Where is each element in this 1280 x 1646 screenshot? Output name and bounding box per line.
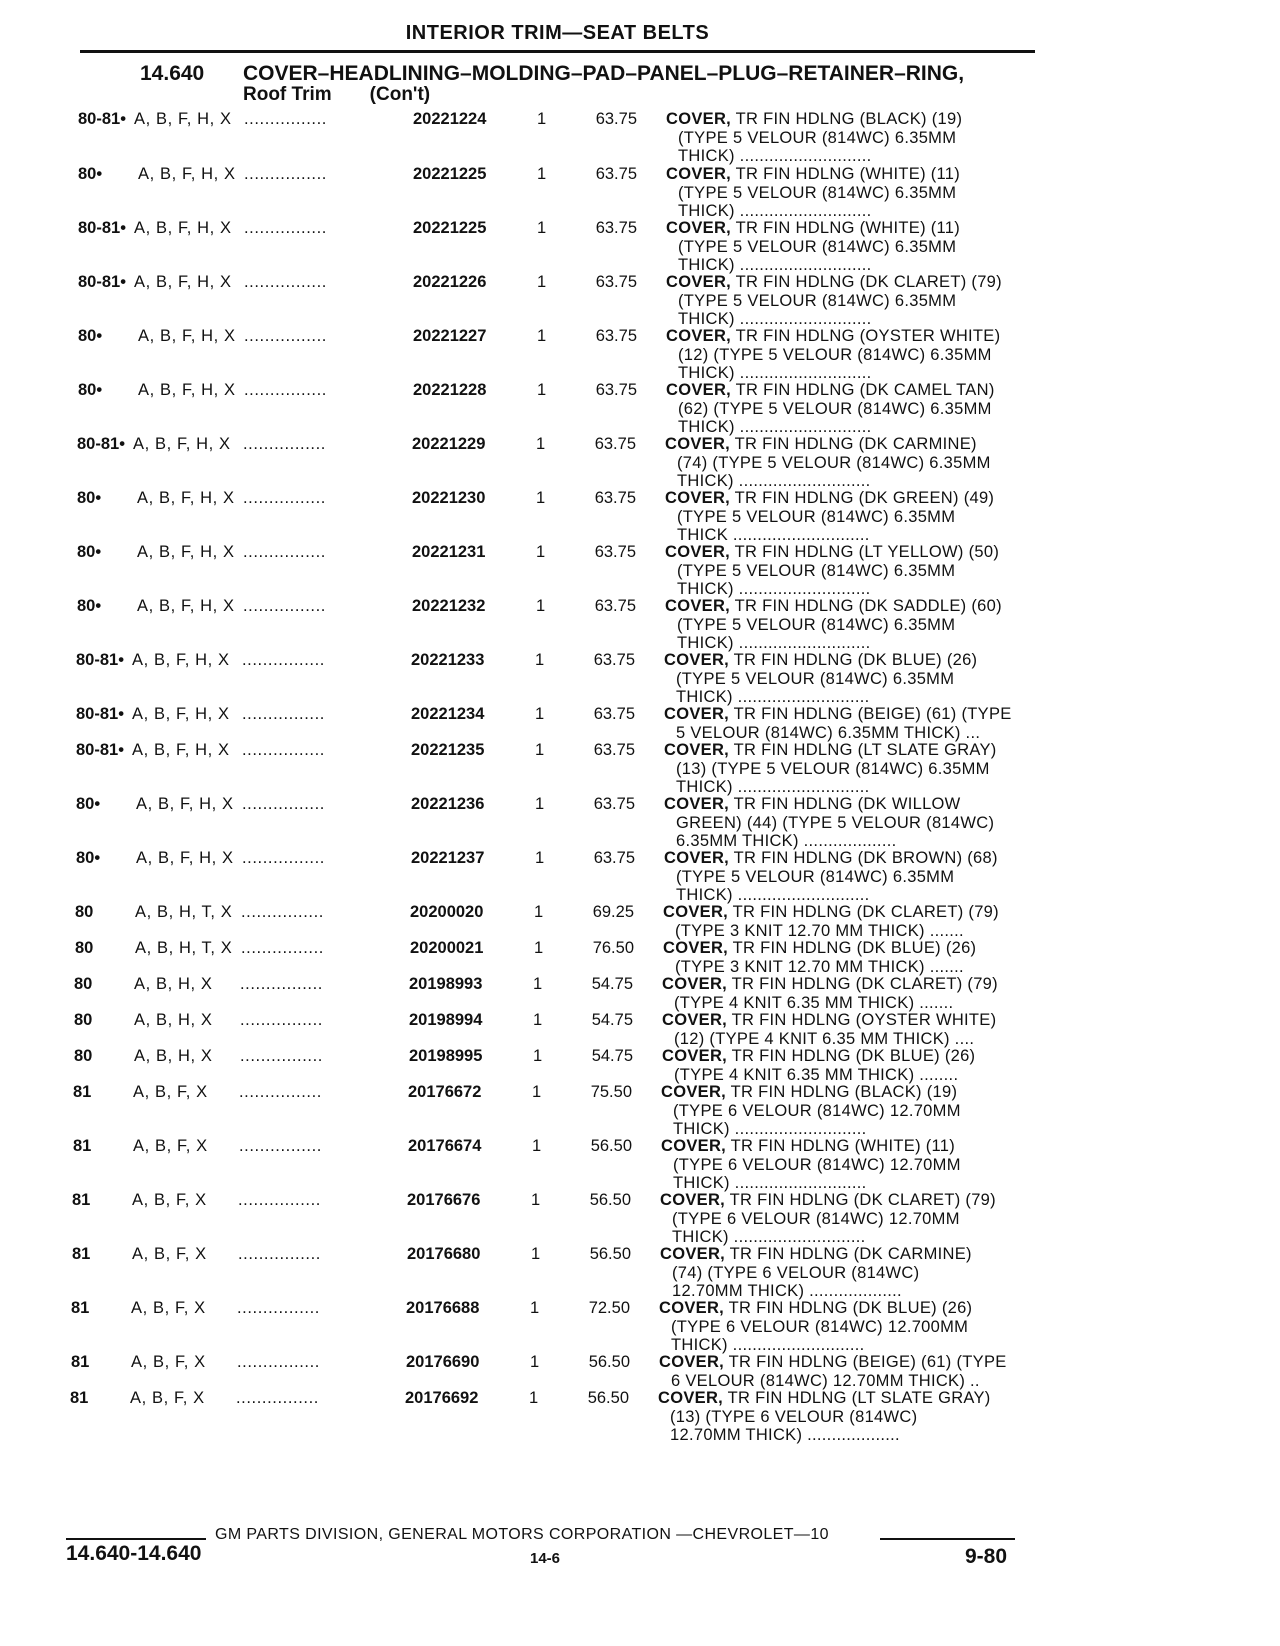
body-list: A, B, F, H, X bbox=[136, 795, 234, 813]
leader-dots: ................ bbox=[244, 110, 327, 128]
leader-dots: ................ bbox=[236, 1389, 319, 1407]
description bbox=[666, 165, 1026, 221]
description-line: (TYPE 4 KNIT 6.35 MM THICK) ........ bbox=[674, 1065, 959, 1084]
body-list: A, B, F, H, X bbox=[132, 705, 230, 723]
quantity: 1 bbox=[537, 165, 547, 183]
description-line: 5 VELOUR (814WC) 6.35MM THICK) ... bbox=[676, 723, 981, 742]
price: 56.50 bbox=[589, 1191, 631, 1209]
quantity: 1 bbox=[537, 381, 547, 399]
leader-dots: ................ bbox=[240, 1047, 323, 1065]
leader-dots: ................ bbox=[241, 903, 324, 921]
description bbox=[658, 1389, 1018, 1445]
model-year: 81 bbox=[71, 1299, 90, 1317]
body-list: A, B, F, H, X bbox=[137, 543, 235, 561]
quantity: 1 bbox=[535, 741, 545, 759]
body-list: A, B, H, T, X bbox=[135, 939, 233, 957]
price: 75.50 bbox=[590, 1083, 632, 1101]
model-year: 80-81• bbox=[78, 219, 126, 237]
description-line: THICK) ........................... bbox=[673, 1174, 867, 1192]
leader-dots: ................ bbox=[238, 1245, 321, 1263]
description-line: (TYPE 3 KNIT 12.70 MM THICK) ....... bbox=[675, 957, 964, 976]
price: 63.75 bbox=[595, 327, 637, 345]
part-number: 20221230 bbox=[412, 489, 486, 507]
leader-dots: ................ bbox=[241, 939, 324, 957]
model-year: 80-81• bbox=[78, 110, 126, 128]
quantity: 1 bbox=[532, 1137, 542, 1155]
leader-dots: ................ bbox=[243, 489, 326, 507]
price: 54.75 bbox=[591, 1047, 633, 1065]
part-number: 20221227 bbox=[413, 327, 487, 345]
leader-dots: ................ bbox=[242, 849, 325, 867]
model-year: 81 bbox=[72, 1191, 91, 1209]
description-line: COVER, TR FIN HDLNG (LT SLATE GRAY) bbox=[664, 741, 997, 759]
description-line: COVER, TR FIN HDLNG (DK BROWN) (68) bbox=[664, 849, 998, 867]
body-list: A, B, F, H, X bbox=[137, 597, 235, 615]
quantity: 1 bbox=[531, 1191, 541, 1209]
footer-rule-left bbox=[66, 1538, 206, 1540]
price: 63.75 bbox=[595, 110, 637, 128]
part-number: 20221232 bbox=[412, 597, 486, 615]
description-line: THICK) ........................... bbox=[678, 418, 872, 436]
description-line: THICK) ........................... bbox=[677, 634, 871, 652]
description-line: (TYPE 6 VELOUR (814WC) 12.70MM bbox=[673, 1101, 961, 1120]
part-number: 20221231 bbox=[412, 543, 486, 561]
model-year: 80• bbox=[76, 795, 101, 813]
part-number: 20176676 bbox=[407, 1191, 481, 1209]
description-line: (13) (TYPE 6 VELOUR (814WC) bbox=[670, 1407, 918, 1426]
description bbox=[661, 1137, 1021, 1193]
model-year: 80 bbox=[75, 939, 94, 957]
description-line: COVER, TR FIN HDLNG (DK SADDLE) (60) bbox=[665, 597, 1002, 615]
description-line: COVER, TR FIN HDLNG (BEIGE) (61) (TYPE bbox=[659, 1353, 1007, 1371]
leader-dots: ................ bbox=[244, 219, 327, 237]
model-year: 81 bbox=[72, 1245, 91, 1263]
description bbox=[664, 651, 1024, 707]
part-number: 20221226 bbox=[413, 273, 487, 291]
body-list: A, B, F, H, X bbox=[132, 741, 230, 759]
part-number: 20198994 bbox=[409, 1011, 483, 1029]
description bbox=[665, 489, 1025, 545]
description-line: THICK) ........................... bbox=[678, 256, 872, 274]
description bbox=[665, 435, 1025, 491]
description-line: (12) (TYPE 4 KNIT 6.35 MM THICK) .... bbox=[674, 1029, 975, 1048]
description-line: 6 VELOUR (814WC) 12.70MM THICK) .. bbox=[671, 1371, 980, 1390]
leader-dots: ................ bbox=[242, 741, 325, 759]
footer-group-range: 14.640-14.640 bbox=[66, 1542, 202, 1565]
part-number: 20176674 bbox=[408, 1137, 482, 1155]
description-line: THICK) ........................... bbox=[678, 310, 872, 328]
description-line: (74) (TYPE 6 VELOUR (814WC) bbox=[672, 1263, 920, 1282]
description-line: (TYPE 6 VELOUR (814WC) 12.70MM bbox=[672, 1209, 960, 1228]
description-line: (TYPE 3 KNIT 12.70 MM THICK) ....... bbox=[675, 921, 964, 940]
body-list: A, B, F, X bbox=[132, 1191, 207, 1209]
part-number: 20221224 bbox=[413, 110, 487, 128]
description-line: THICK) ........................... bbox=[678, 147, 872, 165]
description-line: THICK) ........................... bbox=[676, 688, 870, 706]
description bbox=[664, 741, 1024, 797]
quantity: 1 bbox=[534, 903, 544, 921]
body-list: A, B, F, X bbox=[132, 1245, 207, 1263]
description-line: (TYPE 5 VELOUR (814WC) 6.35MM bbox=[677, 561, 956, 580]
body-list: A, B, F, H, X bbox=[136, 849, 234, 867]
description-line: (TYPE 5 VELOUR (814WC) 6.35MM bbox=[678, 183, 957, 202]
body-list: A, B, H, X bbox=[134, 1047, 213, 1065]
price: 72.50 bbox=[588, 1299, 630, 1317]
description-line: (TYPE 5 VELOUR (814WC) 6.35MM bbox=[676, 669, 955, 688]
description-line: (13) (TYPE 5 VELOUR (814WC) 6.35MM bbox=[676, 759, 990, 778]
quantity: 1 bbox=[533, 1047, 543, 1065]
leader-dots: ................ bbox=[242, 705, 325, 723]
description-line: (12) (TYPE 5 VELOUR (814WC) 6.35MM bbox=[678, 345, 992, 364]
leader-dots: ................ bbox=[238, 1191, 321, 1209]
body-list: A, B, F, X bbox=[133, 1137, 208, 1155]
description-line: (TYPE 5 VELOUR (814WC) 6.35MM bbox=[678, 291, 957, 310]
description-line: COVER, TR FIN HDLNG (DK CARMINE) bbox=[660, 1245, 972, 1263]
leader-dots: ................ bbox=[242, 795, 325, 813]
body-list: A, B, F, H, X bbox=[137, 489, 235, 507]
part-number: 20221228 bbox=[413, 381, 487, 399]
model-year: 81 bbox=[73, 1083, 92, 1101]
description-line: COVER, TR FIN HDLNG (DK CLARET) (79) bbox=[660, 1191, 996, 1209]
description-line: THICK) ........................... bbox=[678, 364, 872, 382]
price: 63.75 bbox=[594, 597, 636, 615]
price: 63.75 bbox=[595, 165, 637, 183]
description bbox=[664, 795, 1024, 851]
price: 63.75 bbox=[594, 489, 636, 507]
leader-dots: ................ bbox=[243, 435, 326, 453]
description-line: COVER, TR FIN HDLNG (BEIGE) (61) (TYPE bbox=[664, 705, 1012, 723]
body-list: A, B, F, X bbox=[130, 1389, 205, 1407]
quantity: 1 bbox=[530, 1353, 540, 1371]
description bbox=[661, 1083, 1021, 1139]
description bbox=[666, 273, 1026, 329]
description-line: 12.70MM THICK) ................... bbox=[670, 1426, 900, 1444]
price: 56.50 bbox=[588, 1353, 630, 1371]
quantity: 1 bbox=[529, 1389, 539, 1407]
quantity: 1 bbox=[536, 489, 546, 507]
quantity: 1 bbox=[537, 110, 547, 128]
price: 63.75 bbox=[595, 381, 637, 399]
model-year: 80• bbox=[76, 849, 101, 867]
leader-dots: ................ bbox=[242, 651, 325, 669]
description-line: COVER, TR FIN HDLNG (BLACK) (19) bbox=[661, 1083, 958, 1101]
description bbox=[666, 381, 1026, 437]
footer-date: 9-80 bbox=[965, 1545, 1008, 1568]
price: 56.50 bbox=[590, 1137, 632, 1155]
leader-dots: ................ bbox=[244, 381, 327, 399]
description-line: (TYPE 5 VELOUR (814WC) 6.35MM bbox=[676, 867, 955, 886]
description bbox=[665, 543, 1025, 599]
description-line: THICK) ........................... bbox=[672, 1228, 866, 1246]
description-line: (TYPE 6 VELOUR (814WC) 12.70MM bbox=[673, 1155, 961, 1174]
description-line: 12.70MM THICK) ................... bbox=[672, 1282, 902, 1300]
price: 63.75 bbox=[593, 705, 635, 723]
description-line: COVER, TR FIN HDLNG (WHITE) (11) bbox=[666, 219, 961, 237]
price: 63.75 bbox=[593, 651, 635, 669]
section-continued: (Con't) bbox=[369, 84, 431, 105]
model-year: 80-81• bbox=[77, 435, 125, 453]
description-line: COVER, TR FIN HDLNG (DK BLUE) (26) bbox=[663, 939, 977, 957]
body-list: A, B, F, X bbox=[131, 1353, 206, 1371]
description-line: COVER, TR FIN HDLNG (DK CLARET) (79) bbox=[666, 273, 1002, 291]
description-line: COVER, TR FIN HDLNG (DK GREEN) (49) bbox=[665, 489, 995, 507]
description bbox=[662, 1011, 1022, 1048]
part-number: 20200021 bbox=[410, 939, 484, 957]
description-line: (62) (TYPE 5 VELOUR (814WC) 6.35MM bbox=[678, 399, 992, 418]
quantity: 1 bbox=[536, 435, 546, 453]
leader-dots: ................ bbox=[237, 1299, 320, 1317]
price: 63.75 bbox=[594, 435, 636, 453]
model-year: 80 bbox=[74, 1047, 93, 1065]
part-number: 20176690 bbox=[406, 1353, 480, 1371]
leader-dots: ................ bbox=[244, 327, 327, 345]
part-number: 20221235 bbox=[411, 741, 485, 759]
description-line: THICK) ........................... bbox=[671, 1336, 865, 1354]
header-rule bbox=[80, 50, 1035, 53]
price: 63.75 bbox=[593, 741, 635, 759]
quantity: 1 bbox=[535, 795, 545, 813]
body-list: A, B, F, X bbox=[133, 1083, 208, 1101]
quantity: 1 bbox=[532, 1083, 542, 1101]
description bbox=[665, 597, 1025, 653]
description-line: (TYPE 5 VELOUR (814WC) 6.35MM bbox=[677, 507, 956, 526]
price: 56.50 bbox=[587, 1389, 629, 1407]
description-line: COVER, TR FIN HDLNG (WHITE) (11) bbox=[661, 1137, 956, 1155]
description-line: THICK) ........................... bbox=[677, 580, 871, 598]
quantity: 1 bbox=[533, 1011, 543, 1029]
description-line: COVER, TR FIN HDLNG (DK BLUE) (26) bbox=[662, 1047, 976, 1065]
model-year: 80-81• bbox=[76, 651, 124, 669]
description bbox=[666, 110, 1026, 166]
page-header: INTERIOR TRIM—SEAT BELTS bbox=[405, 22, 710, 44]
description-line: COVER, TR FIN HDLNG (DK CAMEL TAN) bbox=[666, 381, 995, 399]
price: 63.75 bbox=[595, 219, 637, 237]
price: 63.75 bbox=[594, 543, 636, 561]
description-line: GREEN) (44) (TYPE 5 VELOUR (814WC) bbox=[676, 813, 995, 832]
price: 63.75 bbox=[593, 795, 635, 813]
description-line: (TYPE 5 VELOUR (814WC) 6.35MM bbox=[678, 128, 957, 147]
description bbox=[664, 849, 1024, 905]
quantity: 1 bbox=[537, 219, 547, 237]
description bbox=[663, 939, 1023, 976]
price: 63.75 bbox=[595, 273, 637, 291]
model-year: 80 bbox=[75, 903, 94, 921]
part-number: 20198993 bbox=[409, 975, 483, 993]
description bbox=[663, 903, 1023, 940]
part-number: 20221236 bbox=[411, 795, 485, 813]
quantity: 1 bbox=[534, 939, 544, 957]
description bbox=[660, 1191, 1020, 1247]
model-year: 80• bbox=[78, 327, 103, 345]
part-number: 20176692 bbox=[405, 1389, 479, 1407]
price: 54.75 bbox=[591, 975, 633, 993]
part-number: 20176680 bbox=[407, 1245, 481, 1263]
description-line: COVER, TR FIN HDLNG (DK BLUE) (26) bbox=[664, 651, 978, 669]
quantity: 1 bbox=[537, 327, 547, 345]
quantity: 1 bbox=[536, 543, 546, 561]
part-number: 20221229 bbox=[412, 435, 486, 453]
description-line: COVER, TR FIN HDLNG (DK CARMINE) bbox=[665, 435, 977, 453]
price: 54.75 bbox=[591, 1011, 633, 1029]
price: 69.25 bbox=[592, 903, 634, 921]
part-number: 20221233 bbox=[411, 651, 485, 669]
body-list: A, B, H, T, X bbox=[135, 903, 233, 921]
quantity: 1 bbox=[537, 273, 547, 291]
part-number: 20176672 bbox=[408, 1083, 482, 1101]
model-year: 80-81• bbox=[78, 273, 126, 291]
part-number: 20200020 bbox=[410, 903, 484, 921]
description-line: (74) (TYPE 5 VELOUR (814WC) 6.35MM bbox=[677, 453, 991, 472]
leader-dots: ................ bbox=[240, 975, 323, 993]
description-line: THICK) ........................... bbox=[676, 886, 870, 904]
section-subtitle-text: Roof Trim bbox=[243, 84, 332, 105]
part-number: 20221237 bbox=[411, 849, 485, 867]
description-line: THICK) ........................... bbox=[673, 1120, 867, 1138]
description bbox=[662, 975, 1022, 1012]
description bbox=[659, 1299, 1019, 1355]
part-number: 20176688 bbox=[406, 1299, 480, 1317]
part-number: 20221225 bbox=[413, 165, 487, 183]
description-line: COVER, TR FIN HDLNG (OYSTER WHITE) bbox=[662, 1011, 997, 1029]
body-list: A, B, F, H, X bbox=[134, 110, 232, 128]
footer-rule-right bbox=[880, 1538, 1015, 1540]
price: 76.50 bbox=[592, 939, 634, 957]
description-line: COVER, TR FIN HDLNG (DK BLUE) (26) bbox=[659, 1299, 973, 1317]
quantity: 1 bbox=[531, 1245, 541, 1263]
leader-dots: ................ bbox=[244, 273, 327, 291]
description bbox=[666, 219, 1026, 275]
section-number: 14.640 bbox=[140, 62, 205, 85]
description-line: COVER, TR FIN HDLNG (DK WILLOW bbox=[664, 795, 961, 813]
description-line: COVER, TR FIN HDLNG (OYSTER WHITE) bbox=[666, 327, 1001, 345]
model-year: 80• bbox=[78, 165, 103, 183]
quantity: 1 bbox=[536, 597, 546, 615]
description-line: 6.35MM THICK) ................... bbox=[676, 832, 897, 850]
leader-dots: ................ bbox=[239, 1137, 322, 1155]
model-year: 80 bbox=[74, 975, 93, 993]
model-year: 80-81• bbox=[76, 705, 124, 723]
part-number: 20221234 bbox=[411, 705, 485, 723]
model-year: 81 bbox=[71, 1353, 90, 1371]
price: 56.50 bbox=[589, 1245, 631, 1263]
quantity: 1 bbox=[535, 705, 545, 723]
quantity: 1 bbox=[535, 849, 545, 867]
description-line: THICK) ........................... bbox=[677, 472, 871, 490]
body-list: A, B, F, X bbox=[131, 1299, 206, 1317]
model-year: 80-81• bbox=[76, 741, 124, 759]
quantity: 1 bbox=[535, 651, 545, 669]
body-list: A, B, F, H, X bbox=[134, 219, 232, 237]
description-line: (TYPE 6 VELOUR (814WC) 12.700MM bbox=[671, 1317, 969, 1336]
description bbox=[666, 327, 1026, 383]
section-subtitle bbox=[243, 84, 430, 106]
body-list: A, B, F, H, X bbox=[138, 165, 236, 183]
leader-dots: ................ bbox=[243, 597, 326, 615]
leader-dots: ................ bbox=[239, 1083, 322, 1101]
description-line: COVER, TR FIN HDLNG (WHITE) (11) bbox=[666, 165, 961, 183]
model-year: 81 bbox=[73, 1137, 92, 1155]
quantity: 1 bbox=[530, 1299, 540, 1317]
part-number: 20198995 bbox=[409, 1047, 483, 1065]
model-year: 81 bbox=[70, 1389, 89, 1407]
leader-dots: ................ bbox=[244, 165, 327, 183]
model-year: 80• bbox=[77, 489, 102, 507]
description-line: COVER, TR FIN HDLNG (LT YELLOW) (50) bbox=[665, 543, 1000, 561]
section-title: COVER–HEADLINING–MOLDING–PAD–PANEL–PLUG–RETAINER–RING, bbox=[243, 62, 965, 85]
description-line: (TYPE 4 KNIT 6.35 MM THICK) ....... bbox=[674, 993, 954, 1012]
description-line: (TYPE 5 VELOUR (814WC) 6.35MM bbox=[677, 615, 956, 634]
price: 63.75 bbox=[593, 849, 635, 867]
description-line: COVER, TR FIN HDLNG (DK CLARET) (79) bbox=[663, 903, 999, 921]
body-list: A, B, F, H, X bbox=[134, 273, 232, 291]
leader-dots: ................ bbox=[240, 1011, 323, 1029]
description bbox=[662, 1047, 1022, 1084]
description bbox=[659, 1353, 1019, 1390]
quantity: 1 bbox=[533, 975, 543, 993]
part-number: 20221225 bbox=[413, 219, 487, 237]
model-year: 80• bbox=[78, 381, 103, 399]
body-list: A, B, F, H, X bbox=[138, 381, 236, 399]
body-list: A, B, F, H, X bbox=[132, 651, 230, 669]
model-year: 80 bbox=[74, 1011, 93, 1029]
description bbox=[664, 705, 1024, 742]
description-line: THICK) ........................... bbox=[678, 202, 872, 220]
leader-dots: ................ bbox=[243, 543, 326, 561]
body-list: A, B, F, H, X bbox=[133, 435, 231, 453]
description-line: THICK) ........................... bbox=[676, 778, 870, 796]
description-line: COVER, TR FIN HDLNG (DK CLARET) (79) bbox=[662, 975, 998, 993]
description-line: THICK ............................ bbox=[677, 526, 870, 544]
model-year: 80• bbox=[77, 597, 102, 615]
body-list: A, B, H, X bbox=[134, 975, 213, 993]
footer-division: GM PARTS DIVISION, GENERAL MOTORS CORPORATION —CHEVROLET—10 bbox=[215, 1526, 829, 1543]
description-line: COVER, TR FIN HDLNG (BLACK) (19) bbox=[666, 110, 963, 128]
description bbox=[660, 1245, 1020, 1301]
body-list: A, B, H, X bbox=[134, 1011, 213, 1029]
body-list: A, B, F, H, X bbox=[138, 327, 236, 345]
description-line: COVER, TR FIN HDLNG (LT SLATE GRAY) bbox=[658, 1389, 991, 1407]
footer-page-number: 14-6 bbox=[530, 1550, 561, 1567]
description-line: (TYPE 5 VELOUR (814WC) 6.35MM bbox=[678, 237, 957, 256]
leader-dots: ................ bbox=[237, 1353, 320, 1371]
model-year: 80• bbox=[77, 543, 102, 561]
